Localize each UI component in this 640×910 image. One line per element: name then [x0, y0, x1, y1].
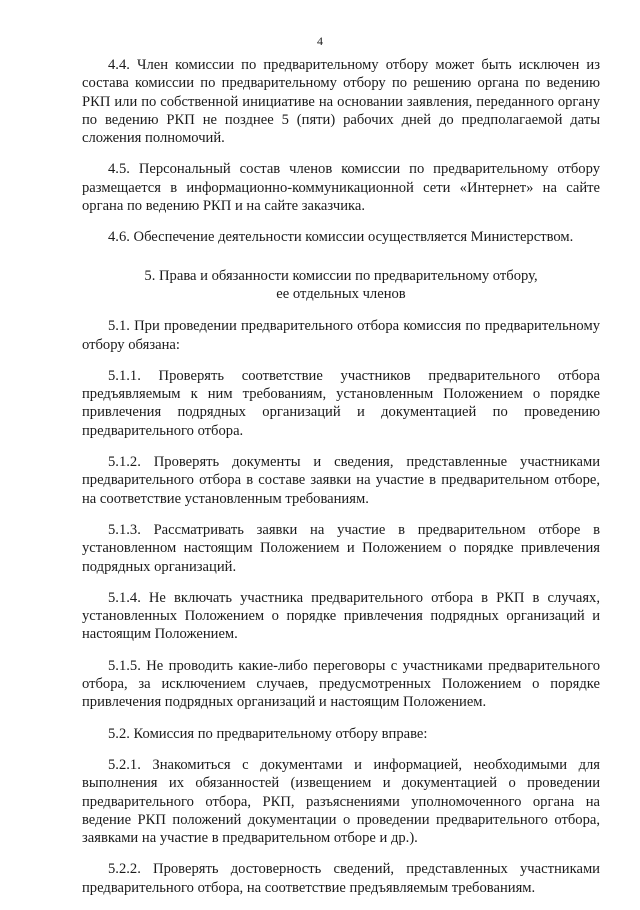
paragraph-4-4: 4.4. Член комиссии по предварительному отбору может быть исключен из состава комиссии по предварительному отбору по решению органа по ведению РКП или по собственной инициативе на основании заявления, переданного органу по ведению РКП не позднее 5 (пяти) рабочих дней до предполагаемой даты сложения полномочий.: [82, 57, 600, 147]
section-heading-line2: ее отдельных членов: [276, 285, 406, 302]
section-heading-line1: 5. Права и обязанности комиссии по предварительному отбору,: [144, 267, 538, 284]
section-heading: [82, 267, 600, 304]
paragraph-5-1-5: 5.1.5. Не проводить какие-либо переговоры с участниками предварительного отбора, за исключением случаев, предусмотренных Положением о порядке привлечения подрядных организаций и настоящим Положением.: [82, 657, 600, 711]
paragraph-5-1-4: 5.1.4. Не включать участника предварительного отбора в РКП в случаях, установленных Положением о порядке привлечения подрядных организаций и настоящим Положением.: [82, 589, 600, 643]
paragraph-5-1-2: 5.1.2. Проверять документы и сведения, представленные участниками предварительного отбора в составе заявки на участие в предварительном отборе, на соответствие установленным требованиям.: [82, 454, 600, 507]
paragraph-4-6: 4.6. Обеспечение деятельности комиссии осуществляется Министерством.: [108, 229, 574, 246]
paragraph-5-2-2: 5.2.2. Проверять достоверность сведений, представленных участниками предварительного отбора, на соответствие предъявляемым требованиям.: [82, 861, 600, 896]
document-body: [82, 56, 600, 910]
paragraph-4-5: 4.5. Персональный состав членов комиссии по предварительному отбору размещается в информационно-коммуникационной сети «Интернет» на сайте органа по ведению РКП и на сайте заказчика.: [82, 161, 600, 215]
paragraph-5-1-3: 5.1.3. Рассматривать заявки на участие в предварительном отборе в установленном настоящим Положением и Положением о порядке привлечения подрядных организаций.: [82, 521, 600, 575]
paragraph-5-1: 5.1. При проведении предварительного отбора комиссия по предварительному отбору обязана:: [82, 318, 600, 353]
paragraph-5-2: 5.2. Комиссия по предварительному отбору вправе:: [108, 725, 428, 742]
page-number: 4: [317, 34, 323, 48]
paragraph-5-1-1: 5.1.1. Проверять соответствие участников предварительного отбора предъявляемым к ним требованиям, установленным Положением о порядке привлечения подрядных организаций и документацией по проведению предварительного отбора.: [82, 367, 600, 439]
paragraph-5-2-1: 5.2.1. Знакомиться с документами и информацией, необходимыми для выполнения их обязанностей (извещением и документацией о проведении предварительного отбора, РКП, разъяснениями уполномоченного органа на ведение РКП положений документации о проведении предварительного отбора, заявками на участие в предварительном отборе и др.).: [82, 756, 600, 847]
